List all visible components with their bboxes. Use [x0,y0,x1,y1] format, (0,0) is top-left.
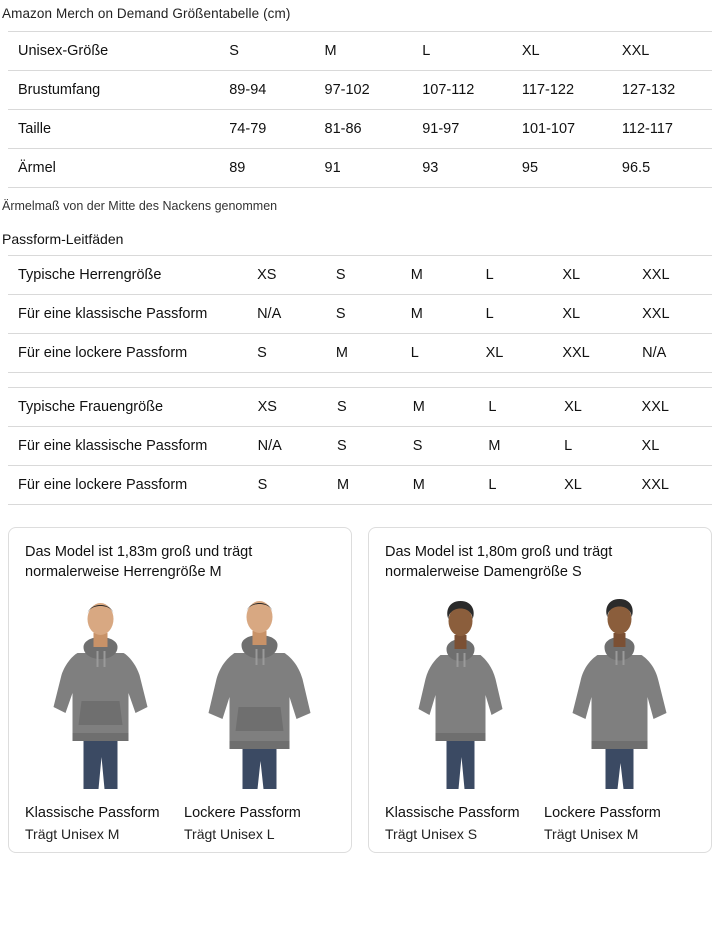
cell: S [327,427,403,466]
model-figures [25,589,335,842]
cell: XL [552,295,632,334]
sleeve-measurement-note: Ärmelmaß von der Mitte des Nackens genommen [2,199,278,213]
cell: XL [554,388,631,427]
fit-guides-label: Passform-Leitfäden [2,231,124,247]
table-row [8,466,712,505]
cell: XXL [612,32,712,71]
cell: 81-86 [315,110,413,149]
table-row [8,71,712,110]
cell: XXL [632,388,712,427]
figure-subtitle: Trägt Unisex L [184,825,275,842]
row-label: Taille [8,110,219,149]
model-caption: Das Model ist 1,80m groß und trägt normalerweise Damengröße S [385,544,613,581]
figure-title: Lockere Passform [544,804,661,821]
cell: N/A [248,427,327,466]
figure-subtitle: Trägt Unisex S [385,825,478,842]
model-card-women [368,527,712,853]
cell: 95 [512,149,612,188]
row-label: Für eine lockere Passform [8,334,247,373]
size-table [8,31,712,188]
male-model-classic-fit-hoodie-icon [25,589,176,799]
female-model-relaxed-fit-hoodie-icon [544,589,695,799]
cell: L [478,388,554,427]
model-caption: Das Model ist 1,83m groß und trägt normalerweise Herrengröße M [25,544,253,581]
figure-subtitle: Trägt Unisex M [544,825,639,842]
cell: 93 [412,149,512,188]
cell: XS [248,388,327,427]
cell: 91 [315,149,413,188]
cell: M [401,256,476,295]
cell: 96.5 [612,149,712,188]
cell: 107-112 [412,71,512,110]
cell: L [476,295,553,334]
figure-title: Klassische Passform [25,804,160,821]
cell: 117-122 [512,71,612,110]
figure-subtitle: Trägt Unisex M [25,825,120,842]
cell: XS [247,256,326,295]
row-label: Für eine klassische Passform [8,427,248,466]
cell: 91-97 [412,110,512,149]
cell: L [412,32,512,71]
cell: XL [552,256,632,295]
cell: S [326,256,401,295]
row-label: Typische Frauengröße [8,388,248,427]
table-row [8,427,712,466]
cell: XXL [632,466,712,505]
cell: L [478,466,554,505]
cell: L [554,427,631,466]
figure-female-classic [385,589,536,842]
cell: 97-102 [315,71,413,110]
cell: 127-132 [612,71,712,110]
cell: M [327,466,403,505]
table-spacer [0,373,720,387]
figure-title: Klassische Passform [385,804,520,821]
row-label: Für eine klassische Passform [8,295,247,334]
cell: 89 [219,149,314,188]
row-label: Unisex-Größe [8,32,219,71]
row-label: Brustumfang [8,71,219,110]
cell: L [401,334,476,373]
cell: 89-94 [219,71,314,110]
table-row [8,256,712,295]
cell: S [247,334,326,373]
figure-female-relaxed [544,589,695,842]
table-row [8,334,712,373]
table-row [8,32,712,71]
page-title: Amazon Merch on Demand Größentabelle (cm) [2,6,291,21]
fit-table-men [8,255,712,373]
cell: 101-107 [512,110,612,149]
cell: S [327,388,403,427]
cell: XL [476,334,553,373]
cell: M [478,427,554,466]
table-row [8,110,712,149]
cell: XXL [632,256,712,295]
cell: S [248,466,327,505]
cell: N/A [247,295,326,334]
cell: 112-117 [612,110,712,149]
cell: S [326,295,401,334]
row-label: Für eine lockere Passform [8,466,248,505]
cell: XXL [552,334,632,373]
cell: M [401,295,476,334]
male-model-relaxed-fit-hoodie-icon [184,589,335,799]
cell: 74-79 [219,110,314,149]
table-row [8,149,712,188]
cell: L [476,256,553,295]
cell: XL [554,466,631,505]
cell: M [315,32,413,71]
row-label: Typische Herrengröße [8,256,247,295]
table-row [8,388,712,427]
cell: M [403,388,479,427]
model-cards [8,527,712,853]
table-row [8,295,712,334]
female-model-classic-fit-hoodie-icon [385,589,536,799]
cell: N/A [632,334,712,373]
model-figures [385,589,695,842]
figure-male-relaxed [184,589,335,842]
fit-table-women [8,387,712,505]
cell: S [403,427,479,466]
model-card-men [8,527,352,853]
row-label: Ärmel [8,149,219,188]
cell: XL [512,32,612,71]
cell: XL [632,427,712,466]
cell: S [219,32,314,71]
cell: M [326,334,401,373]
cell: XXL [632,295,712,334]
figure-male-classic [25,589,176,842]
figure-title: Lockere Passform [184,804,301,821]
cell: M [403,466,479,505]
